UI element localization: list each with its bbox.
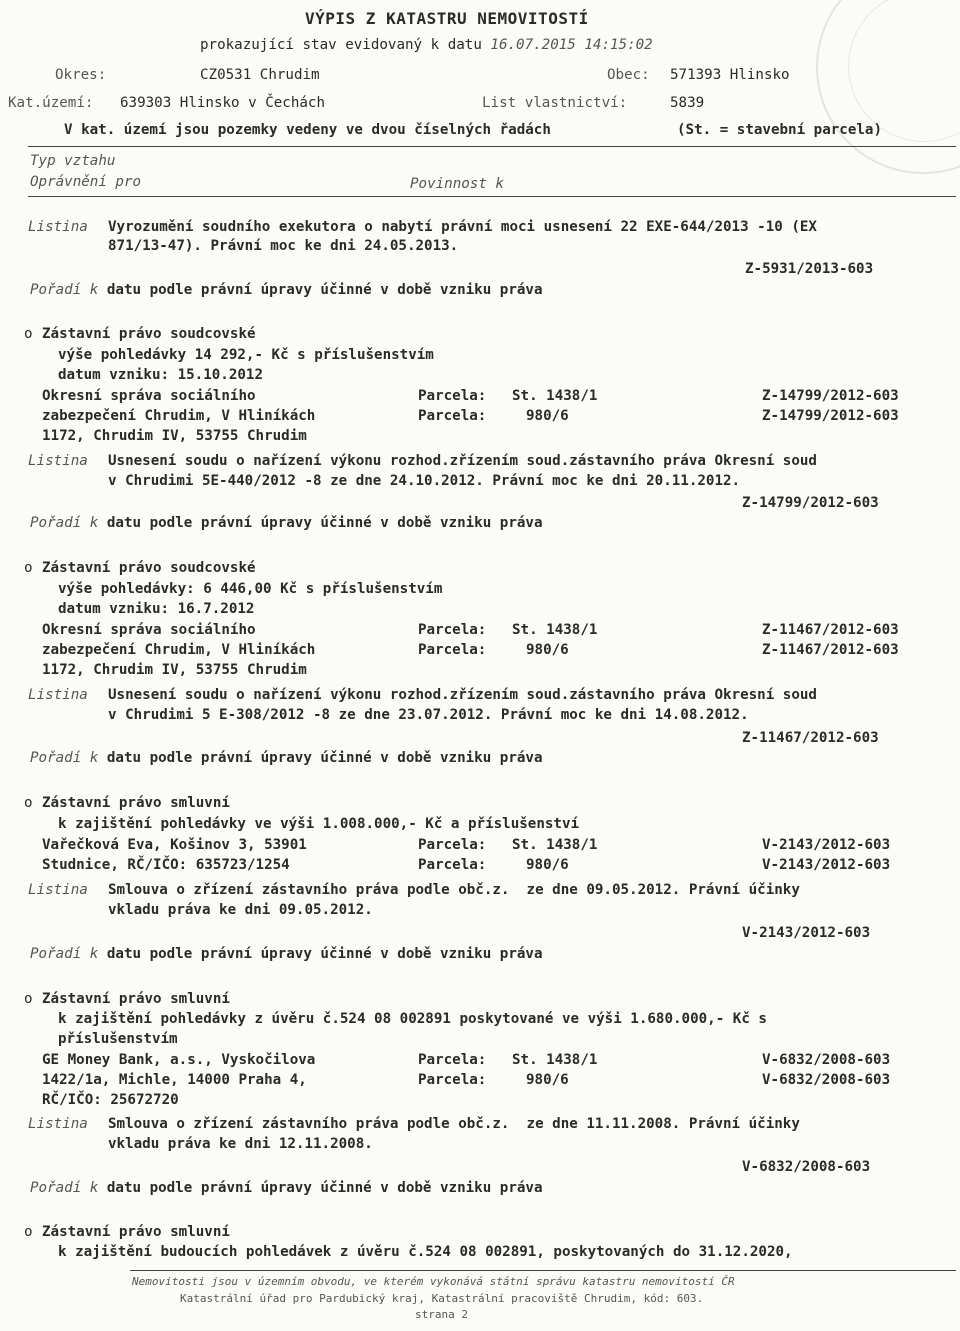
poradi-text: datu podle právní úpravy účinné v době vzniku práva bbox=[106, 515, 543, 531]
claim-amount: k zajištění pohledávky ve výši 1.008.000,- Kč a příslušenství bbox=[58, 816, 580, 832]
poradi-text: datu podle právní úpravy účinné v době vzniku práva bbox=[106, 946, 543, 962]
poradi-line bbox=[30, 1179, 543, 1197]
subtitle-date: 16.07.2015 14:15:02 bbox=[490, 37, 653, 53]
parcel-value: St. 1438/1 bbox=[512, 837, 598, 853]
parcel-value: 980/6 bbox=[526, 408, 569, 424]
bullet: o bbox=[24, 991, 33, 1007]
party-line2: zabezpečení Chrudim, V Hliníkách bbox=[42, 642, 316, 658]
reference-code: V-2143/2012-603 bbox=[762, 857, 891, 873]
footer-line1: Nemovitosti jsou v územním obvodu, ve kterém vykonává státní správu katastru nemovitostí ČR bbox=[132, 1275, 735, 1288]
party-line1: GE Money Bank, a.s., Vyskočilova bbox=[42, 1052, 316, 1068]
poradi-text: datu podle právní úpravy účinné v době vzniku práva bbox=[106, 1180, 543, 1196]
listina-label: Listina bbox=[28, 219, 88, 235]
poradi-label: Pořadí k bbox=[30, 750, 99, 766]
bullet: o bbox=[24, 1224, 33, 1240]
reference-code: Z-14799/2012-603 bbox=[762, 388, 899, 404]
reference-code: Z-5931/2013-603 bbox=[745, 261, 874, 277]
reference-code: V-6832/2008-603 bbox=[762, 1072, 891, 1088]
header-rule bbox=[28, 146, 956, 147]
listina-text-line1: Smlouva o zřízení zástavního práva podle obč.z. ze dne 09.05.2012. Právní účinky bbox=[108, 882, 800, 898]
parcel-label: Parcela: bbox=[418, 837, 487, 853]
parcel-label: Parcela: bbox=[418, 857, 487, 873]
rady-note: V kat. území jsou pozemky vedeny ve dvou číselných řadách bbox=[64, 122, 551, 138]
bullet: o bbox=[24, 326, 33, 342]
party-line1: Okresní správa sociálního bbox=[42, 388, 256, 404]
document-title: VÝPIS Z KATASTRU NEMOVITOSTÍ bbox=[305, 9, 589, 28]
reference-code: V-2143/2012-603 bbox=[762, 837, 891, 853]
listina-label: Listina bbox=[28, 687, 88, 703]
poradi-label: Pořadí k bbox=[30, 946, 99, 962]
claim-amount-line2: příslušenstvím bbox=[58, 1031, 178, 1047]
document-subtitle bbox=[200, 36, 653, 54]
listina-text-line2: v Chrudimi 5E-440/2012 -8 ze dne 24.10.2012. Právní moc ke dni 20.11.2012. bbox=[108, 473, 741, 489]
okres-value: CZ0531 Chrudim bbox=[200, 67, 320, 83]
obec-label: Obec: bbox=[607, 67, 650, 83]
listina-text-line1: Usnesení soudu o nařízení výkonu rozhod.zřízením soud.zástavního práva Okresní soud bbox=[108, 453, 817, 469]
footer-line2: Katastrální úřad pro Pardubický kraj, Katastrální pracoviště Chrudim, kód: 603. bbox=[180, 1292, 704, 1305]
lien-type: Zástavní právo soudcovské bbox=[42, 326, 256, 342]
party-line3: RČ/IČO: 25672720 bbox=[42, 1092, 179, 1108]
parcel-label: Parcela: bbox=[418, 388, 487, 404]
listina-text-line1: Vyrozumění soudního exekutora o nabytí právní moci usnesení 22 EXE-644/2013 -10 (EX bbox=[108, 219, 817, 235]
reference-code: Z-11467/2012-603 bbox=[762, 642, 899, 658]
parcel-value: 980/6 bbox=[526, 642, 569, 658]
parcel-value: St. 1438/1 bbox=[512, 388, 598, 404]
bullet: o bbox=[24, 560, 33, 576]
lien-type: Zástavní právo soudcovské bbox=[42, 560, 256, 576]
poradi-line bbox=[30, 749, 543, 767]
footer-rule bbox=[130, 1270, 956, 1271]
reference-code: Z-11467/2012-603 bbox=[742, 730, 879, 746]
lien-type: Zástavní právo smluvní bbox=[42, 1224, 230, 1240]
parcel-value: 980/6 bbox=[526, 857, 569, 873]
page-number: strana 2 bbox=[415, 1308, 468, 1321]
bullet: o bbox=[24, 795, 33, 811]
parcel-value: 980/6 bbox=[526, 1072, 569, 1088]
parcel-value: St. 1438/1 bbox=[512, 622, 598, 638]
poradi-label: Pořadí k bbox=[30, 1180, 99, 1196]
parcel-label: Parcela: bbox=[418, 1072, 487, 1088]
poradi-line bbox=[30, 514, 543, 532]
poradi-label: Pořadí k bbox=[30, 515, 99, 531]
st-note: (St. = stavební parcela) bbox=[677, 122, 882, 138]
listina-text-line2: vkladu práva ke dni 09.05.2012. bbox=[108, 902, 373, 918]
listina-label: Listina bbox=[28, 1116, 88, 1132]
parcel-label: Parcela: bbox=[418, 622, 487, 638]
katuzemi-label: Kat.území: bbox=[8, 95, 94, 111]
lv-label: List vlastnictví: bbox=[482, 95, 628, 111]
claim-amount: výše pohledávky: 6 446,00 Kč s příslušenstvím bbox=[58, 581, 443, 597]
parcel-value: St. 1438/1 bbox=[512, 1052, 598, 1068]
reference-code: Z-14799/2012-603 bbox=[742, 495, 879, 511]
claim-amount: k zajištění budoucích pohledávek z úvěru č.524 08 002891, poskytovaných do 31.12.2020, bbox=[58, 1244, 793, 1260]
poradi-text: datu podle právní úpravy účinné v době vzniku práva bbox=[106, 282, 543, 298]
reference-code: V-6832/2008-603 bbox=[762, 1052, 891, 1068]
povinnost-k-label: Povinnost k bbox=[410, 176, 504, 192]
party-line3: 1172, Chrudim IV, 53755 Chrudim bbox=[42, 662, 307, 678]
poradi-line bbox=[30, 945, 543, 963]
listina-label: Listina bbox=[28, 882, 88, 898]
listina-text-line1: Usnesení soudu o nařízení výkonu rozhod.zřízením soud.zástavního práva Okresní soud bbox=[108, 687, 817, 703]
listina-text-line2: vkladu práva ke dni 12.11.2008. bbox=[108, 1136, 373, 1152]
poradi-line bbox=[30, 281, 543, 299]
party-line3: 1172, Chrudim IV, 53755 Chrudim bbox=[42, 428, 307, 444]
poradi-label: Pořadí k bbox=[30, 282, 99, 298]
origin-date: datum vzniku: 16.7.2012 bbox=[58, 601, 255, 617]
opravneni-pro-label: Oprávnění pro bbox=[30, 174, 142, 190]
party-line2: zabezpečení Chrudim, V Hliníkách bbox=[42, 408, 316, 424]
origin-date: datum vzniku: 15.10.2012 bbox=[58, 367, 263, 383]
listina-text-line1: Smlouva o zřízení zástavního práva podle obč.z. ze dne 11.11.2008. Právní účinky bbox=[108, 1116, 800, 1132]
party-line2: Studnice, RČ/IČO: 635723/1254 bbox=[42, 857, 290, 873]
poradi-text: datu podle právní úpravy účinné v době vzniku práva bbox=[106, 750, 543, 766]
parcel-label: Parcela: bbox=[418, 642, 487, 658]
lv-value: 5839 bbox=[670, 95, 705, 111]
claim-amount-line1: k zajištění pohledávky z úvěru č.524 08 002891 poskytované ve výši 1.680.000,- Kč s bbox=[58, 1011, 767, 1027]
party-line1: Okresní správa sociálního bbox=[42, 622, 256, 638]
okres-label: Okres: bbox=[55, 67, 107, 83]
columns-rule bbox=[28, 196, 956, 197]
obec-value: 571393 Hlinsko bbox=[670, 67, 790, 83]
parcel-label: Parcela: bbox=[418, 1052, 487, 1068]
lien-type: Zástavní právo smluvní bbox=[42, 795, 230, 811]
subtitle-label: prokazující stav evidovaný k datu bbox=[200, 37, 482, 53]
katuzemi-value: 639303 Hlinsko v Čechách bbox=[120, 95, 325, 111]
parcel-label: Parcela: bbox=[418, 408, 487, 424]
reference-code: V-6832/2008-603 bbox=[742, 1159, 871, 1175]
reference-code: Z-11467/2012-603 bbox=[762, 622, 899, 638]
claim-amount: výše pohledávky 14 292,- Kč s příslušenstvím bbox=[58, 347, 434, 363]
listina-text-line2: v Chrudimi 5 E-308/2012 -8 ze dne 23.07.2012. Právní moc ke dni 14.08.2012. bbox=[108, 707, 749, 723]
listina-label: Listina bbox=[28, 453, 88, 469]
typ-vztahu-label: Typ vztahu bbox=[30, 153, 116, 169]
lien-type: Zástavní právo smluvní bbox=[42, 991, 230, 1007]
listina-text-line2: 871/13-47). Právní moc ke dni 24.05.2013. bbox=[108, 238, 459, 254]
reference-code: V-2143/2012-603 bbox=[742, 925, 871, 941]
party-line1: Vařečková Eva, Košinov 3, 53901 bbox=[42, 837, 307, 853]
party-line2: 1422/1a, Michle, 14000 Praha 4, bbox=[42, 1072, 307, 1088]
reference-code: Z-14799/2012-603 bbox=[762, 408, 899, 424]
